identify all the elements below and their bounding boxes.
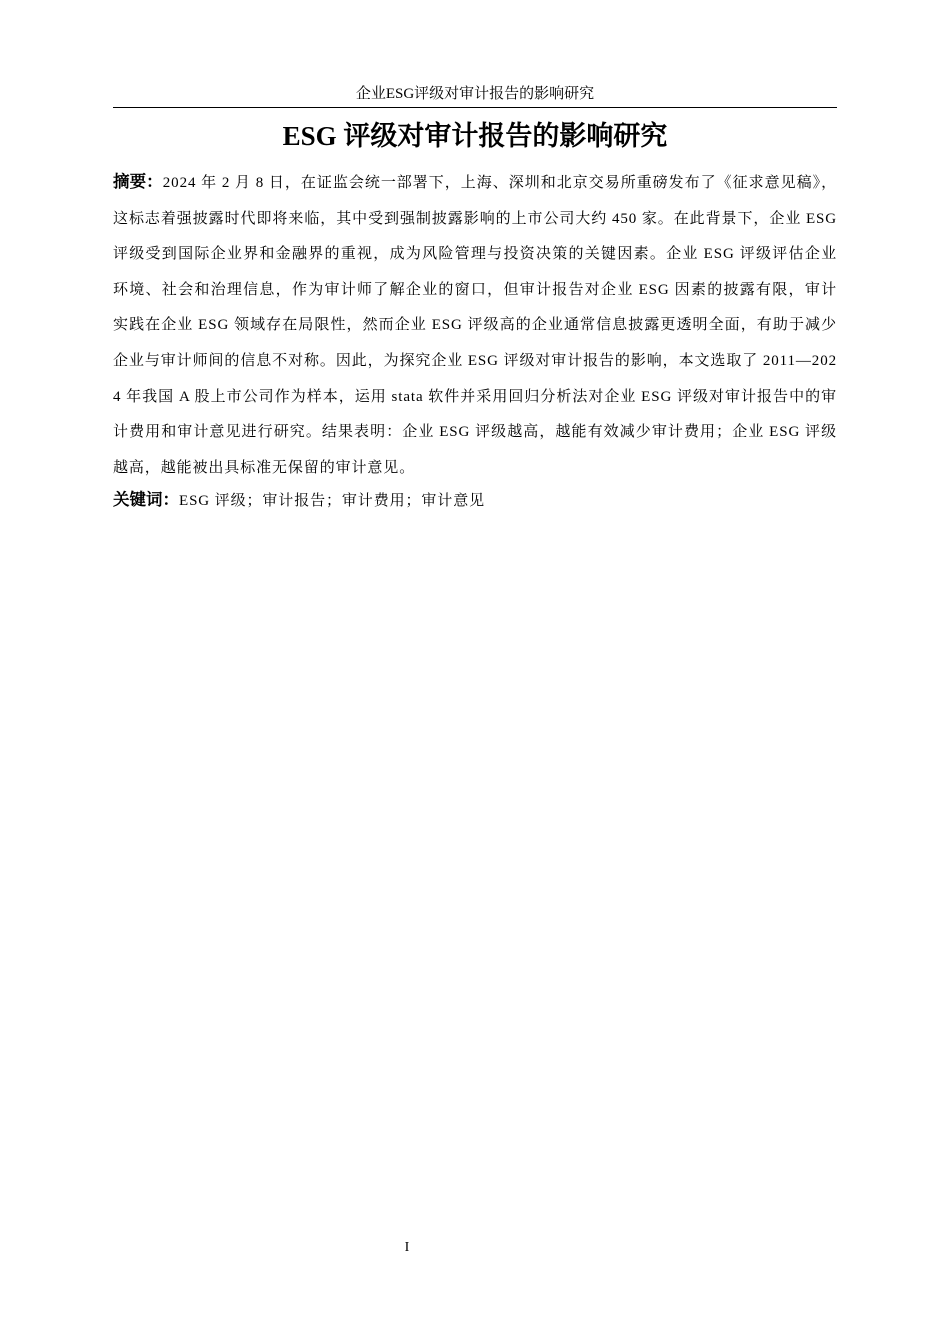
- keywords-line: [113, 484, 837, 517]
- abstract-label: 摘要：: [113, 173, 163, 191]
- keywords-label: 关键词：: [113, 491, 179, 509]
- page-title: ESG 评级对审计报告的影响研究: [282, 121, 668, 151]
- header-rule: [113, 107, 837, 108]
- abstract-text: 2024 年 2 月 8 日，在证监会统一部署下，上海、深圳和北京交易所重磅发布了《征求意见稿》，这标志着强披露时代即将来临，其中受到强制披露影响的上市公司大约 450 家。在此背景下，企业 ESG 评级受到国际企业界和金融界的重视，成为风险管理与投资决策的关键因素。企业 ESG 评级评估企业环境、社会和治理信息，作为审计师了解企业的窗口，但审计报告对企业 ESG 因素的披露有限，审计实践在企业 ESG 领域存在局限性，然而企业 ESG 评级高的企业通常信息披露更透明全面，有助于减少企业与审计师间的信息不对称。因此，为探究企业 ESG 评级对审计报告的影响，本文选取了 2011—2024 年我国 A 股上市公司作为样本，运用 stata 软件并采用回归分析法对企业 ESG 评级对审计报告中的审计费用和审计意见进行研究。结果表明：企业 ESG 评级越高，越能有效减少审计费用；企业 ESG 评级越高，越能被出具标准无保留的审计意见。: [113, 175, 837, 476]
- abstract-paragraph: [113, 165, 837, 486]
- page-number: I: [404, 1240, 410, 1255]
- running-header: 企业ESG评级对审计报告的影响研究: [355, 86, 595, 102]
- keywords-text: ESG 评级；审计报告；审计费用；审计意见: [179, 493, 485, 509]
